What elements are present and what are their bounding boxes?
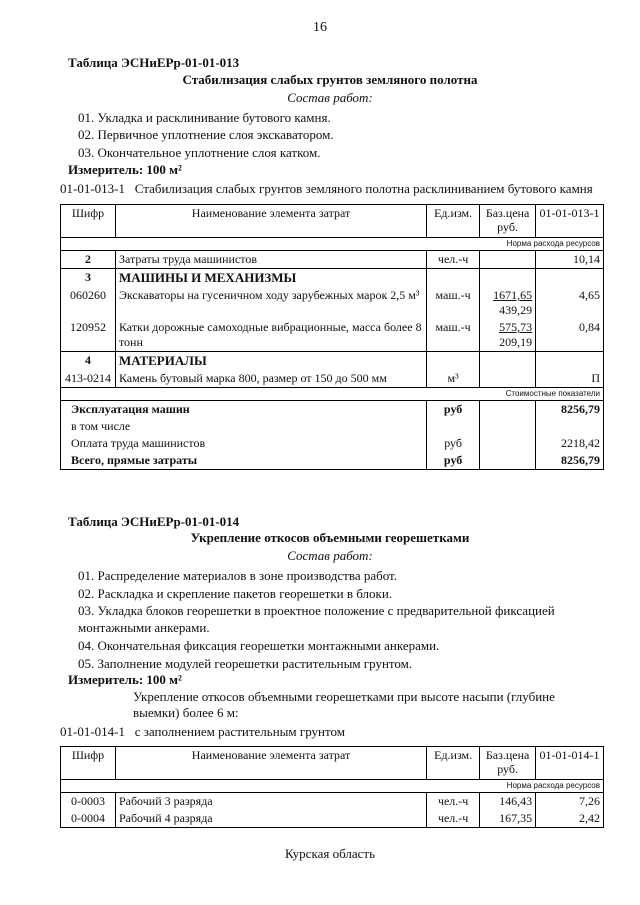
table1-work-2: 02. Первичное уплотнение слоя экскаватором.	[78, 127, 334, 142]
worker-value: 7,26	[536, 793, 604, 811]
machine-code: 120952	[61, 319, 116, 352]
machine-unit: маш.-ч	[427, 287, 480, 319]
material-unit: м³	[427, 370, 480, 388]
cost-value: 8256,79	[536, 401, 604, 419]
worker-unit: чел.-ч	[427, 793, 480, 811]
machine-value: 4,65	[536, 287, 604, 319]
table1-title: Таблица ЭСНиЕРр-01-01-013	[68, 55, 240, 70]
labor-code: 2	[61, 251, 116, 269]
header-unit: Ед.изм.	[427, 205, 480, 238]
table1-work-1: 01. Укладка и расклинивание бутового камня.	[78, 110, 331, 125]
labor-value: 10,14	[536, 251, 604, 269]
material-value: П	[536, 370, 604, 388]
machine-price-2: 209,19	[499, 335, 533, 349]
header-name: Наименование элемента затрат	[115, 747, 426, 780]
cost-value: 2218,42	[536, 435, 604, 452]
header-price: Баз.цена руб.	[480, 205, 536, 238]
table2-work-5: 05. Заполнение модулей георешетки растительным грунтом.	[78, 656, 413, 671]
machine-code: 060260	[61, 287, 116, 319]
machine-price-1: 1671,65	[493, 288, 533, 302]
table2-subtitle: Укрепление откосов объемными георешетками	[190, 530, 470, 545]
table1-work-3: 03. Окончательное уплотнение слоя катком.	[78, 145, 321, 160]
machines-code: 3	[61, 269, 116, 288]
machine-name: Катки дорожные самоходные вибрационные, масса более 8 тонн	[115, 319, 426, 352]
norm-label: Норма расхода ресурсов	[61, 780, 604, 793]
worker-value: 2,42	[536, 810, 604, 828]
worker-unit: чел.-ч	[427, 810, 480, 828]
cost-name: Эксплуатация машин	[61, 401, 427, 419]
cost-unit: руб	[427, 401, 480, 419]
table2-sostav: Состав работ:	[287, 548, 373, 563]
header-unit: Ед.изм.	[427, 747, 480, 780]
machine-name: Экскаваторы на гусеничном ходу зарубежных марок 2,5 м³	[115, 287, 426, 319]
header-code: Шифр	[61, 205, 116, 238]
machine-price-1: 575,73	[499, 320, 533, 334]
header-column-code: 01-01-014-1	[536, 747, 604, 780]
cost-value: 8256,79	[536, 452, 604, 470]
table2-grid	[60, 746, 604, 828]
machines-heading: МАШИНЫ И МЕХАНИЗМЫ	[115, 269, 426, 288]
cost-name: Всего, прямые затраты	[61, 452, 427, 470]
header-name: Наименование элемента затрат	[115, 205, 426, 238]
labor-unit: чел.-ч	[427, 251, 480, 269]
materials-heading: МАТЕРИАЛЫ	[115, 352, 426, 371]
table1-measure: Измеритель: 100 м²	[68, 162, 182, 177]
footer-region: Курская область	[284, 846, 375, 861]
cost-unit: руб	[427, 452, 480, 470]
machine-unit: маш.-ч	[427, 319, 480, 352]
worker-price: 167,35	[480, 810, 536, 828]
table2-title: Таблица ЭСНиЕРр-01-01-014	[68, 514, 240, 529]
cost-unit: руб	[427, 435, 480, 452]
header-column-code: 01-01-013-1	[536, 205, 604, 238]
header-price: Баз.цена руб.	[480, 747, 536, 780]
table1-code-line: 01-01-013-1 Стабилизация слабых грунтов земляного полотна расклиниванием бутового камня	[60, 181, 593, 196]
table2-work-3: 03. Укладка блоков георешетки в проектное положение с предварительной фиксацией монтажными анкерами.	[78, 603, 555, 635]
worker-code: 0-0004	[61, 810, 116, 828]
machine-value: 0,84	[536, 319, 604, 352]
materials-code: 4	[61, 352, 116, 371]
labor-name: Затраты труда машинистов	[115, 251, 426, 269]
table2-code-line: 01-01-014-1 с заполнением растительным грунтом	[60, 724, 345, 739]
table1-sostav: Состав работ:	[287, 90, 373, 105]
norm-label: Норма расхода ресурсов	[61, 238, 604, 251]
table2-description: Укрепление откосов объемными георешетками при высоте насыпи (глубине выемки) более 6 м:	[133, 689, 555, 720]
table2-work-1: 01. Распределение материалов в зоне производства работ.	[78, 568, 398, 583]
header-code: Шифр	[61, 747, 116, 780]
worker-code: 0-0003	[61, 793, 116, 811]
cost-name: Оплата труда машинистов	[61, 435, 427, 452]
machine-price-2: 439,29	[499, 303, 533, 317]
cost-name: в том числе	[61, 418, 427, 435]
material-code: 413-0214	[61, 370, 116, 388]
worker-name: Рабочий 4 разряда	[115, 810, 426, 828]
cost-label: Стоимостные показатели	[61, 388, 604, 401]
table1-grid	[60, 204, 604, 470]
material-name: Камень бутовый марка 800, размер от 150 до 500 мм	[115, 370, 426, 388]
table2-measure: Измеритель: 100 м²	[68, 672, 182, 687]
worker-name: Рабочий 3 разряда	[115, 793, 426, 811]
table1-subtitle: Стабилизация слабых грунтов земляного полотна	[182, 72, 478, 87]
table2-work-4: 04. Окончательная фиксация георешетки монтажными анкерами.	[78, 638, 440, 653]
worker-price: 146,43	[480, 793, 536, 811]
table2-work-2: 02. Раскладка и скрепление пакетов георешетки в блоки.	[78, 586, 393, 601]
page-number: 16	[313, 20, 327, 35]
